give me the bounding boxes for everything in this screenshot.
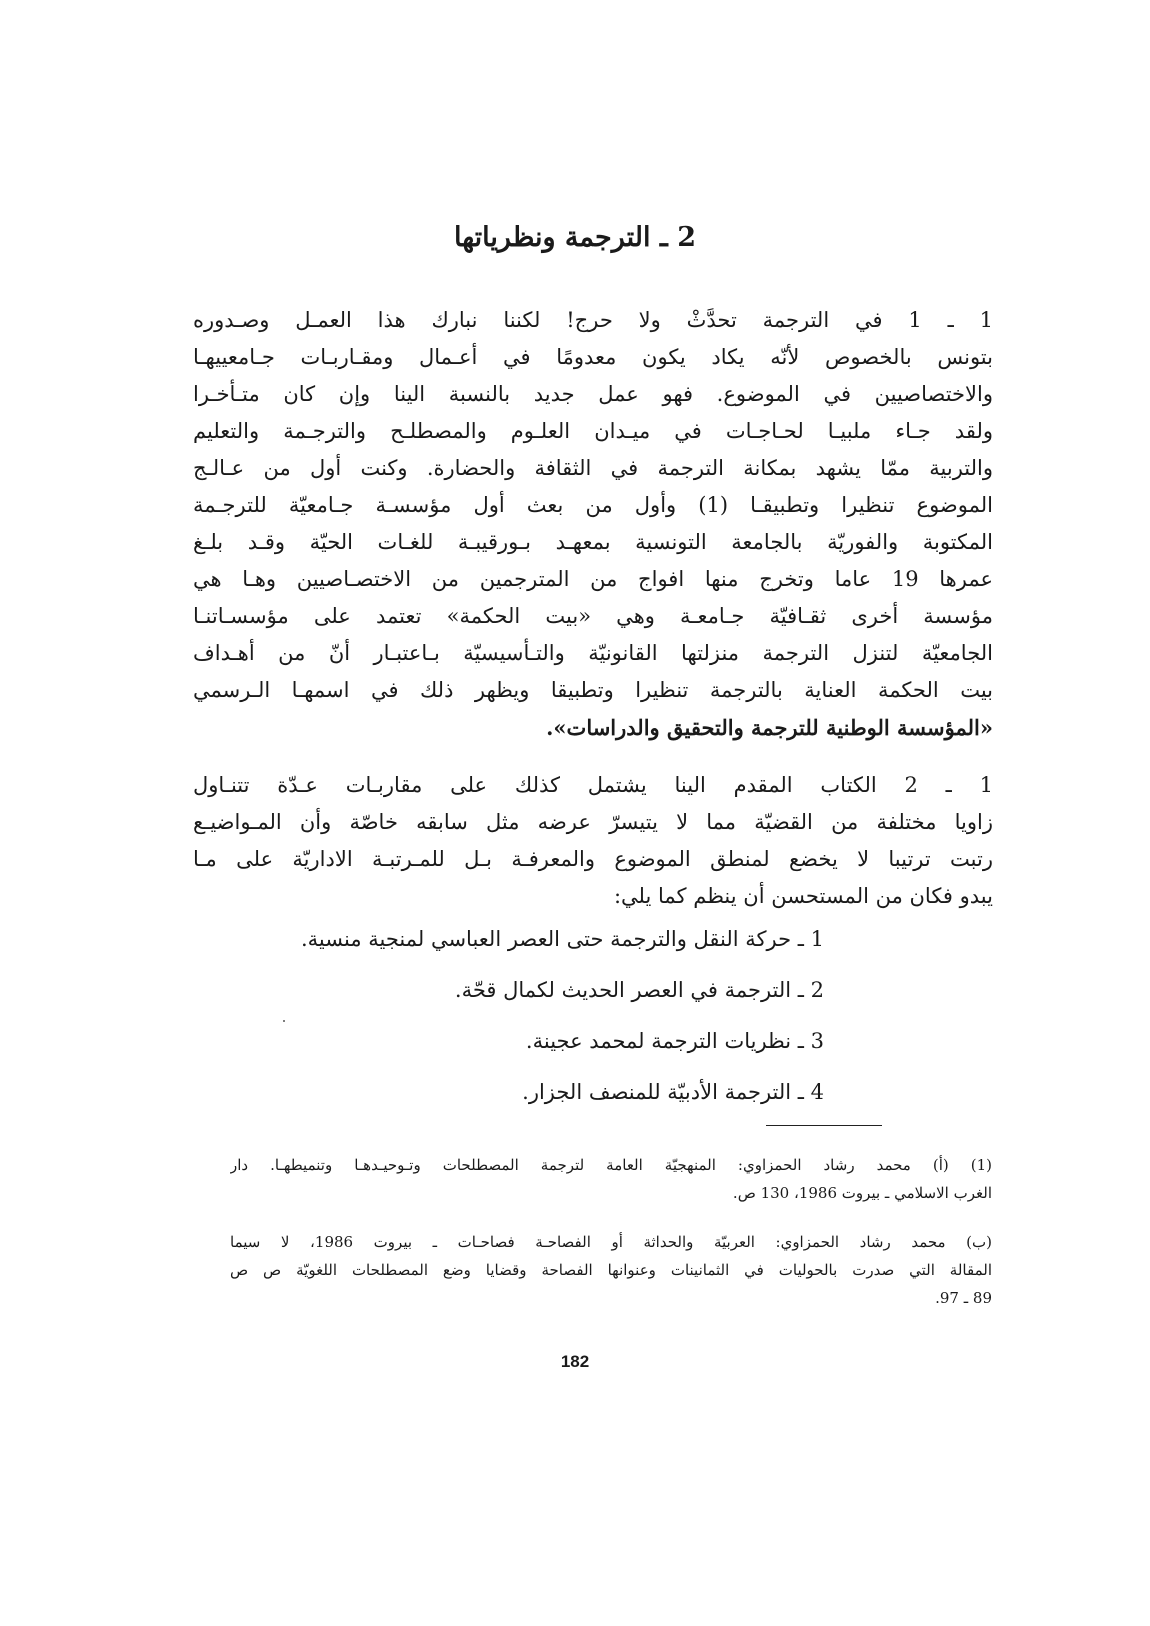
footnote-line: (ب) محمد رشاد الحمزاوي: العربيّة والحداثة أو الفصاحـة فصاحـات ـ بيروت 1986، لا سيما — [230, 1233, 992, 1251]
list-item: 1 ـ حركة النقل والترجمة حتى العصر العباسي لمنجية منسية. — [300, 927, 824, 951]
footnote-b — [230, 1228, 992, 1312]
scan-speck — [283, 1020, 285, 1022]
paragraph-line: المكتوبة والفوريّة بالجامعة التونسية بمعهـد بـورقيبـة للغـات الحيّة وقـد بلـغ — [193, 530, 993, 554]
paragraph-line: رتبت ترتيبا لا يخضع لمنطق الموضوع والمعرفـة بـل للمـرتبـة الاداريّة على مـا — [193, 847, 993, 871]
paragraph-line: 1 ـ 2 الكتاب المقدم الينا يشتمل كذلك على مقاربـات عـدّة تتنـاول — [193, 773, 993, 797]
paragraph-line: 1 ـ 1 في الترجمة تحدَّثْ ولا حرج! لكننا نبارك هذا العمـل وصـدوره — [193, 308, 993, 332]
paragraph-line: يبدو فكان من المستحسن أن ينظم كما يلي: — [613, 884, 993, 908]
footnote-line: الغرب الاسلامي ـ بيروت 1986، 130 ص. — [732, 1184, 992, 1202]
list-item: 2 ـ الترجمة في العصر الحديث لكمال قحّة. — [454, 978, 824, 1002]
paragraph-line: عمرها 19 عاما وتخرج منها افواج من المترجمين من الاختصـاصيين وهـا هي — [193, 567, 993, 591]
footnote-line: المقالة التي صدرت بالحوليات في الثمانينات وعنوانها الفصاحة وقضايا وضع المصطلحات اللغويّة ص ص — [230, 1261, 992, 1279]
contents-list — [264, 914, 824, 1118]
paragraph-line: بيت الحكمة العناية بالترجمة تنظيرا وتطبيقا ويظهر ذلك في اسمهـا الـرسمي — [193, 678, 993, 702]
paragraph-line: الجامعيّة لتنزل الترجمة منزلتها القانونيّة والتـأسيسيّة بـاعتبـار أنّ من أهـداف — [193, 641, 993, 665]
footnote-separator — [766, 1125, 882, 1126]
paragraph-line: مؤسسة أخرى ثقـافيّة جـامعـة وهي «بيت الحكمة» تعتمد على مؤسسـاتنـا — [193, 604, 993, 628]
paragraph-line: بتونس بالخصوص لأنّه يكاد يكون معدومًا في أعـمال ومقـاربـات جـامعييهـا — [193, 345, 993, 369]
paragraph-line: زاويا مختلفة من القضيّة مما لا يتيسرّ عرضه مثل سابقه خاصّة وأن المـواضيـع — [193, 810, 993, 834]
paragraph-line: والاختصاصيين في الموضوع. فهو عمل جديد بالنسبة الينا وإن كان متـأخـرا — [193, 382, 993, 406]
paragraph-line: ولقد جـاء ملبيـا لحـاجـات في ميـدان العلـوم والمصطلـح والترجـمة والتعليم — [193, 419, 993, 443]
paragraph-2 — [193, 767, 993, 915]
page-number: 182 — [560, 1352, 590, 1371]
footnote-a — [230, 1151, 992, 1207]
list-item: 4 ـ الترجمة الأدبيّة للمنصف الجزار. — [522, 1080, 824, 1104]
section-title: 2 ـ الترجمة ونظرياتها — [454, 222, 696, 253]
paragraph-line: «المؤسسة الوطنية للترجمة والتحقيق والدراسات». — [546, 715, 993, 740]
footnote-line: (1) (أ) محمد رشاد الحمزاوي: المنهجيّة العامة لترجمة المصطلحات وتـوحيـدهـا وتنميطهـا. دار — [230, 1156, 992, 1174]
paragraph-line: والتربية ممّا يشهد بمكانة الترجمة في الثقافة والحضارة. وكنت أول من عـالـج — [193, 456, 993, 480]
paragraph-line: الموضوع تنظيرا وتطبيقـا (1) وأول من بعث أول مؤسسـة جـامعيّة للترجـمة — [193, 493, 993, 517]
list-item: 3 ـ نظريات الترجمة لمحمد عجينة. — [525, 1029, 824, 1053]
footnote-line: 89 ـ 97. — [935, 1289, 992, 1307]
paragraph-1 — [193, 302, 993, 746]
